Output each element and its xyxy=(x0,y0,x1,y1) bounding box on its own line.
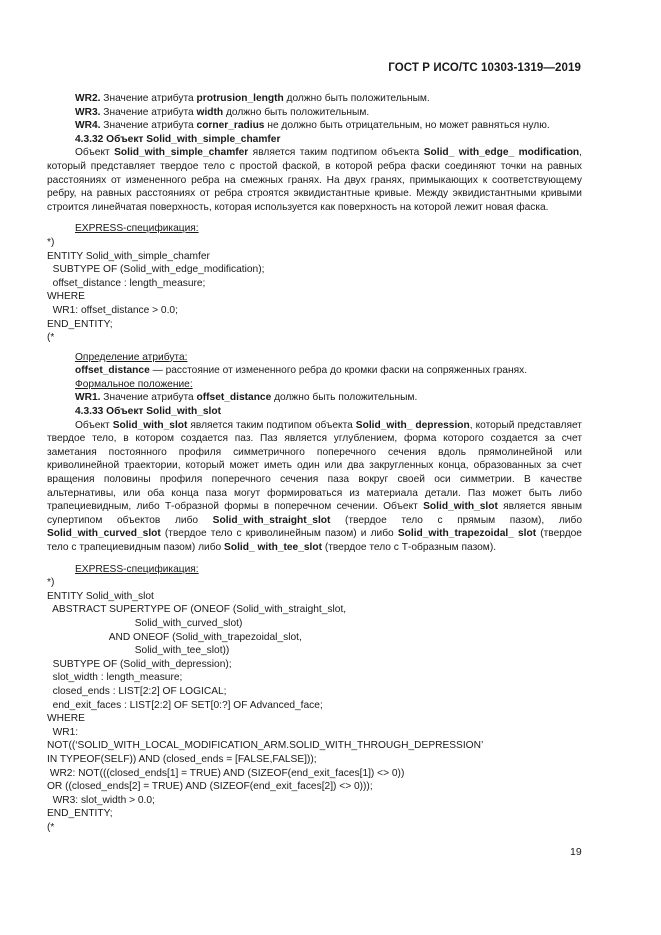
rule-wr4 xyxy=(47,119,582,133)
text-run: , который представляет твердое тело с простой фаской, в которой ребра фаски соединяют точки на равных расстояниях от измененного ребра на смежных гранях. На двух гранях, примыкающих к соответствующему ребру, на равных расстояниях от ребра строятся эквидистантные кривые. Между эквидистантными кривыми строится линейчатая поверхность, которая используется как поверхность на которой лежит новая фаска. xyxy=(47,147,582,213)
attribute-description: — расстояние от измененного ребра до кромки фаски на сопряженных гранях. xyxy=(149,365,528,377)
attribute-definition-label xyxy=(47,351,582,365)
formal-label-text: Формальное положение: xyxy=(75,378,193,390)
rule-label: WR3. xyxy=(75,106,101,118)
entity-name: Solid_ with_edge_ modification xyxy=(423,147,580,159)
entity-name: Solid_with_straight_slot xyxy=(212,514,331,526)
text-run: (твердое тело с трапециевидным пазом) либо xyxy=(47,528,582,553)
attribute-name: protrusion_length xyxy=(196,93,284,104)
rule-label: WR1. xyxy=(75,392,101,404)
attr-def-text: Определение атрибута: xyxy=(75,351,188,363)
rule-text: должно быть положительным. xyxy=(223,106,370,118)
section-4-3-33-description xyxy=(47,419,582,555)
section-heading-4-3-33: 4.3.33 Объект Solid_with_slot xyxy=(75,406,221,418)
attribute-name: offset_distance xyxy=(75,365,150,377)
rule-text: должно быть положительным. xyxy=(271,392,418,404)
entity-name: Solid_with_curved_slot xyxy=(47,528,161,540)
rule-label: WR2. xyxy=(75,93,101,104)
text-run: является таким подтипом объекта xyxy=(248,147,424,159)
attribute-name: offset_distance xyxy=(196,392,272,404)
express-code-block: *) ENTITY Solid_with_slot ABSTRACT SUPERTYPE OF (ONEOF (Solid_with_straight_slot, Solid_with_curved_slot) AND ONEOF (Solid_with_trapezoidal_slot, Solid_with_tee_slot)) SUBTYPE OF (Solid_with_depression); slot_width : length_measure; closed_ends : LIST[2:2] OF LOGICAL; end_exit_faces : LIST[2:2] OF SET[0:?] OF Advanced_face; WHERE WR1: NOT((‘SOLID_WITH_LOCAL_MODIFICATION_ARM.SOLID_WITH_THROUGH_DEPRESSION’ IN TYPEOF(SELF)) AND (closed_ends = [FALSE,FALSE])); WR2: NOT(((closed_ends[1] = TRUE) AND (SIZEOF(end_exit_faces[1]) <> 0)) OR ((closed_ends[2] = TRUE) AND (SIZEOF(end_exit_faces[2]) <> 0))); WR3: slot_width > 0.0; END_ENTITY; (* xyxy=(47,577,484,833)
text-run: (твердое тело с криволинейным пазом) и либо xyxy=(160,528,398,540)
rule-text: Значение атрибута xyxy=(100,106,197,118)
rule-text: Значение атрибута xyxy=(100,392,197,404)
text-run: Объект xyxy=(75,147,115,159)
express-label-text: EXPRESS-спецификация: xyxy=(75,223,199,235)
formal-proposition-label xyxy=(47,378,582,392)
document-header: ГОСТ Р ИСО/ТС 10303-1319—2019 xyxy=(388,62,581,74)
text-run: (твердое тело с прямым пазом), либо xyxy=(330,514,582,526)
rule-wr3 xyxy=(47,106,582,120)
rule-label: WR4. xyxy=(75,120,101,132)
section-4-3-32-description xyxy=(47,146,582,214)
express-spec-label xyxy=(47,563,582,577)
page-number: 19 xyxy=(570,846,582,858)
attribute-name: corner_radius xyxy=(196,120,265,132)
attribute-name: width xyxy=(196,106,224,118)
text-run: является явным супертипом объектов либо xyxy=(47,501,583,526)
express-spec-label xyxy=(47,222,582,236)
text-run: (твердое тело с Т-образным пазом). xyxy=(321,542,497,553)
entity-name: Solid_with_slot xyxy=(112,419,188,431)
text-run: Объект xyxy=(75,419,113,431)
entity-name: Solid_with_slot xyxy=(423,501,498,513)
page-content xyxy=(47,92,582,834)
entity-name: Solid_ with_tee_slot xyxy=(224,542,322,553)
rule-text: Значение атрибута xyxy=(100,120,197,132)
rule-text: не должно быть отрицательным, но может равняться нулю. xyxy=(264,120,550,132)
entity-name: Solid_with_ depression xyxy=(355,419,470,431)
express-code-block: *) ENTITY Solid_with_simple_chamfer SUBTYPE OF (Solid_with_edge_modification); offset_distance : length_measure; WHERE WR1: offset_distance > 0.0; END_ENTITY; (* xyxy=(47,236,265,344)
text-run: является таким подтипом объекта xyxy=(187,419,356,431)
entity-name: Solid_with_trapezoidal_ slot xyxy=(397,528,537,540)
entity-name: Solid_with_simple_chamfer xyxy=(114,147,249,159)
formal-rule-wr1 xyxy=(47,391,582,405)
express-label-text: EXPRESS-спецификация: xyxy=(75,563,199,575)
section-heading-4-3-32: 4.3.32 Объект Solid_with_simple_chamfer xyxy=(75,133,281,145)
attribute-definition xyxy=(47,364,582,378)
rule-text: должно быть положительным. xyxy=(283,93,430,104)
rule-wr2 xyxy=(47,92,582,106)
rule-text: Значение атрибута xyxy=(100,93,197,104)
text-run: , который представляет твердое тело, в котором создается паз. Паз является углублением, форма которого создается за счет заметания постоянного профиля симметричного поперечного сечения вдоль прямолинейной или криволинейной траектории, который может иметь один или два закругленных конца, образованных за счет вращения половины профиля поперечного сечения паза вокруг своей оси симметрии. В качестве альтернативы, или оба конца паза могут формироваться из материала детали. Паз может быть либо трапециевидным, либо Т-образной формы в поперечном сечении. Объект xyxy=(47,419,582,513)
